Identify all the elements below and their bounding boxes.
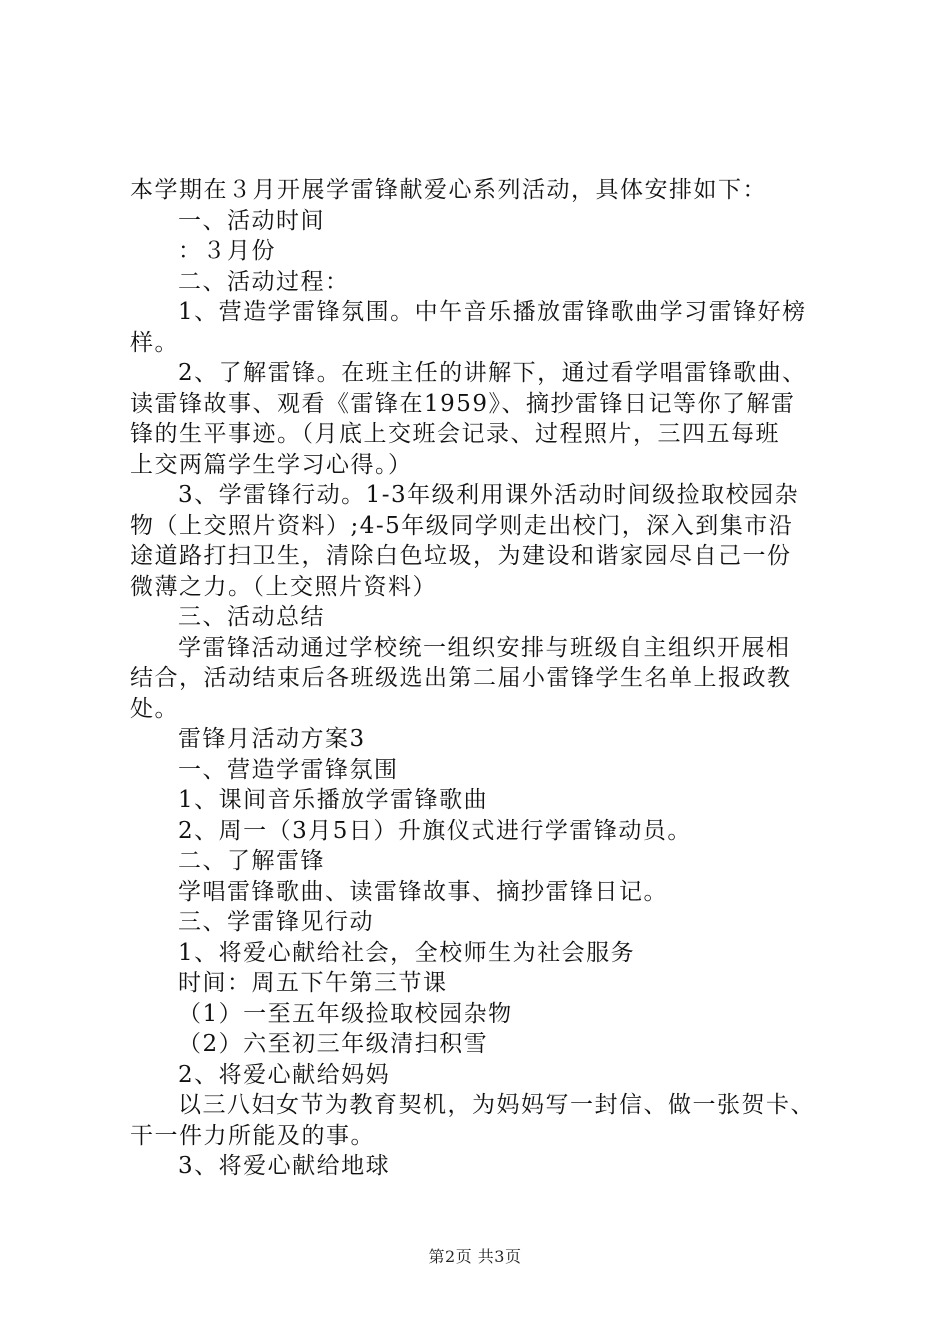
body-line: （1）一至五年级捡取校园杂物 (178, 1000, 513, 1027)
body-line: 二、了解雷锋 (178, 848, 325, 874)
body-line: 雷锋月活动方案3 (178, 726, 366, 752)
body-line: 读雷锋故事、观看《雷锋在1959》、摘抄雷锋日记等你了解雷 (130, 390, 796, 417)
body-line: 3、学雷锋行动。1-3年级利用课外活动时间级捡取校园杂 (178, 482, 800, 508)
body-line: 结合，活动结束后各班级选出第二届小雷锋学生名单上报政教 (130, 665, 792, 691)
document-body (130, 175, 830, 1182)
body-line: 样。 (130, 329, 179, 356)
body-line: 一、营造学雷锋氛围 (178, 756, 399, 783)
body-line: 学唱雷锋歌曲、读雷锋故事、摘抄雷锋日记。 (178, 878, 668, 905)
body-line: 时间：周五下午第三节课 (178, 970, 448, 996)
body-line: 1、课间音乐播放学雷锋歌曲 (178, 787, 489, 813)
body-line: 本学期在３月开展学雷锋献爱心系列活动，具体安排如下： (130, 177, 767, 203)
body-line: 2、了解雷锋。在班主任的讲解下，通过看学唱雷锋歌曲、 (178, 360, 807, 386)
body-line: 1、将爱心献给社会，全校师生为社会服务 (178, 939, 636, 966)
body-line: 干一件力所能及的事。 (130, 1122, 375, 1149)
body-line: 上交两篇学生学习心得。） (130, 451, 413, 478)
body-line: 三、学雷锋见行动 (178, 909, 374, 935)
body-line: 3、将爱心献给地球 (178, 1153, 391, 1179)
body-line: 锋的生平事迹。（月底上交班会记录、过程照片，三四五每班 (130, 421, 780, 447)
body-line: 2、将爱心献给妈妈 (178, 1061, 391, 1088)
body-line: （2）六至初三年级清扫积雪 (178, 1031, 489, 1057)
body-line: 途道路打扫卫生，清除白色垃圾，为建设和谐家园尽自己一份 (130, 543, 792, 569)
body-line: 2、周一（3月5日）升旗仪式进行学雷锋动员。 (178, 817, 692, 844)
body-line: 以三八妇女节为教育契机，为妈妈写一封信、做一张贺卡、 (178, 1092, 815, 1118)
page-number-footer: 第2页 共3页 (428, 1247, 522, 1266)
body-line: 学雷锋活动通过学校统一组织安排与班级自主组织开展相 (178, 634, 791, 661)
body-line: 处。 (130, 695, 179, 722)
body-line: 微薄之力。（上交照片资料） (130, 573, 437, 600)
body-line: ：３月份 (178, 238, 276, 264)
body-line: 二、活动过程： (178, 268, 350, 295)
body-line: 1、营造学雷锋氛围。中午音乐播放雷锋歌曲学习雷锋好榜 (178, 299, 807, 325)
body-line: 三、活动总结 (178, 604, 325, 630)
body-line: 物（上交照片资料）;4-5年级同学则走出校门，深入到集市沿 (130, 512, 794, 539)
body-line: 一、活动时间 (178, 207, 325, 234)
